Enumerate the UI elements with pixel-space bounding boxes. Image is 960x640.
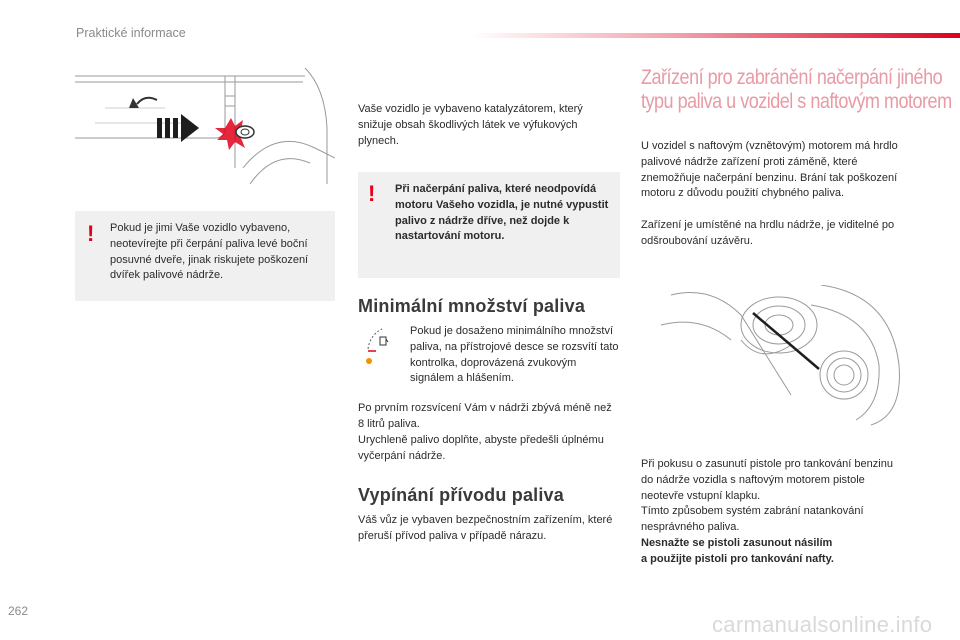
header-accent-bar (470, 33, 960, 38)
van-fuel-flap-illustration (75, 68, 335, 184)
min-fuel-remaining-text: Po prvním rozsvícení Vám v nádrži zbývá méně než 8 litrů paliva. (358, 402, 612, 430)
misfuel-device-title (641, 66, 952, 114)
running-header: Praktické informace (76, 26, 186, 40)
page-number: 262 (8, 604, 29, 618)
filler-neck-illustration (641, 285, 903, 430)
misfuel-title-line-2: typu paliva u vozidel s naftovým motorem (641, 90, 952, 113)
wrong-fuel-warning-text: Při načerpání paliva, které neodpovídá motoru Vašeho vozidla, je nutné vypustit palivo z nádrže dříve, než dojde k nastartování motoru. (395, 183, 609, 243)
misfuel-prevention-text: Tímto způsobem systém zabrání natankování nesprávného paliva. (641, 505, 864, 533)
warning-box-wrong-fuel (358, 172, 620, 278)
misfuel-pistol-text: Při pokusu o zasunutí pistole pro tankování benzinu do nádrže vozidla s naftovým motorem pistole neotevře vstupní klapku. (641, 458, 893, 502)
fuel-cutoff-text: Váš vůz je vybaven bezpečnostním zařízením, které přeruší přívod paliva v případě nárazu. (358, 514, 613, 542)
warning-box-sliding-door (75, 211, 335, 301)
misfuel-location: Zařízení je umístěné na hrdlu nádrže, je viditelné po odšroubování uzávěru. (641, 219, 895, 247)
section-title-min-fuel: Minimální množství paliva (358, 296, 586, 316)
section-title-fuel-cutoff: Vypínání přívodu paliva (358, 485, 564, 505)
min-fuel-refill-text: Urychleně palivo doplňte, abyste předešli úplnému vyčerpání nádrže. (358, 434, 604, 462)
catalyst-intro: Vaše vozidlo je vybaveno katalyzátorem, který snižuje obsah škodlivých látek ve výfukových plynech. (358, 103, 583, 147)
fuel-warning-lamp-icon (364, 325, 394, 367)
misfuel-bold-warning-1: Nesnažte se pistoli zasunout násilím (641, 537, 833, 549)
misfuel-description: U vozidel s naftovým (vznětovým) motorem má hrdlo palivové nádrže zařízení proti záměně, které znemožňuje načerpání benzinu. Brání tak poškození motoru z důvodu použití chybného paliva. (641, 140, 898, 200)
warning-exclamation-icon: ! (368, 181, 376, 206)
min-fuel-indicator-text: Pokud je dosaženo minimálního množství paliva, na přístrojové desce se rozsvítí tato kontrolka, doprovázená zvukovým signálem a hlášením. (410, 325, 619, 385)
misfuel-bold-warning-2: a použijte pistoli pro tankování nafty. (641, 553, 834, 565)
watermark: carmanualsonline.info (712, 612, 933, 637)
warning-exclamation-icon: ! (87, 221, 95, 246)
warning-text: Pokud je jimi Vaše vozidlo vybaveno, neotevírejte při čerpání paliva levé boční posuvné dveře, jinak riskujete poškození dvířek palivové nádrže. (110, 222, 309, 282)
misfuel-title-line-1: Zařízení pro zabránění načerpání jiného (641, 66, 943, 89)
